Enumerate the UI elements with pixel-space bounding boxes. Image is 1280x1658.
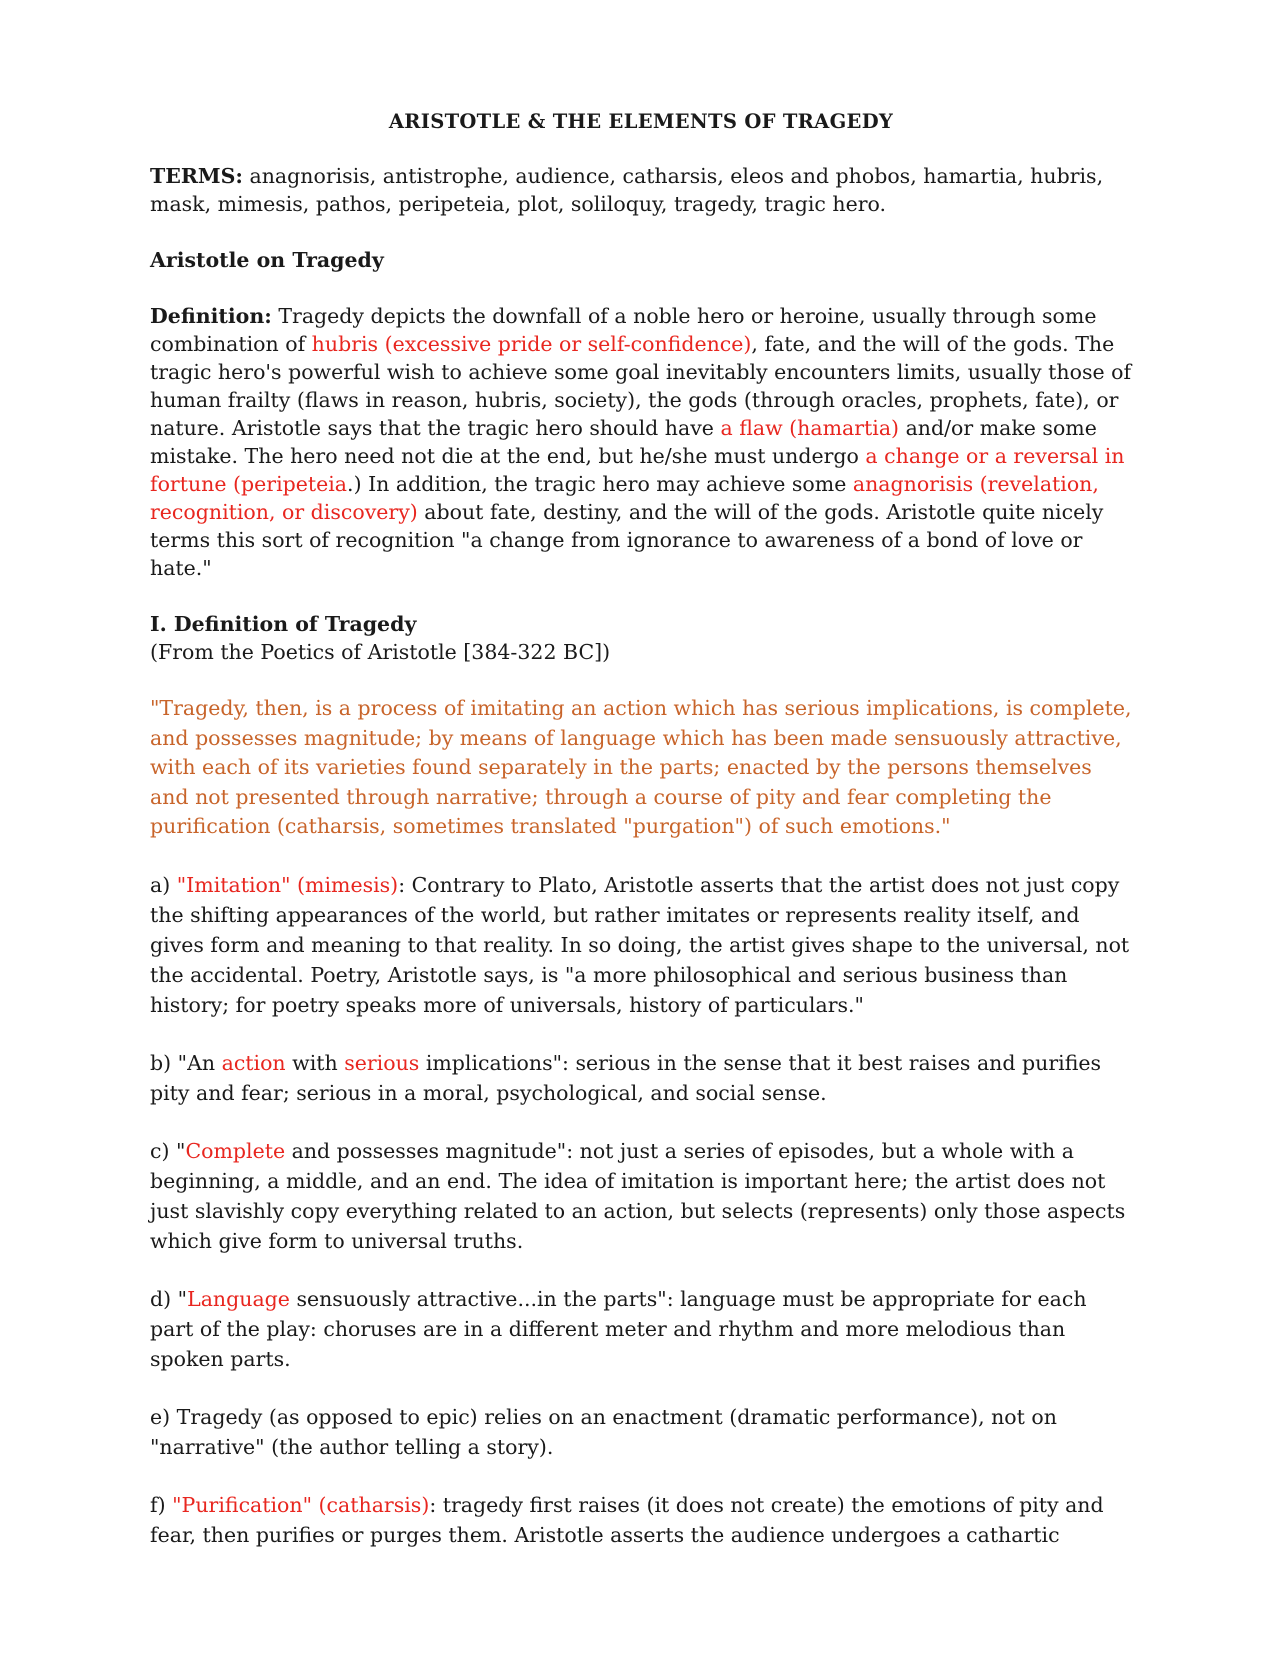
definition-label: Definition: — [150, 304, 272, 328]
highlight-language: Language — [187, 1286, 290, 1311]
item-c-text: and possesses magnitude": not just a series of episodes, but a whole with a beginning, a middle, and an end. The idea of imitation is important here; the artist does not just slavishly copy everything related to an action, but selects (represents) only those aspects which give form to universal truths. — [150, 1138, 1126, 1253]
highlight-peripeteia: a change or a reversal in fortune (peripeteia — [150, 444, 1125, 496]
document-body — [150, 108, 1132, 1550]
highlight-action: action — [221, 1050, 286, 1075]
highlight-catharsis: "Purification" (catharsis) — [172, 1492, 430, 1517]
list-item-c — [150, 1136, 1132, 1256]
definition-paragraph — [150, 302, 1132, 582]
definition-text-2: , fate, and the will of the gods. The tragic hero's powerful wish to achieve some goal inevitably encounters limits, usually those of human frailty (flaws in reason, hubris, society), the gods (through oracles, prophets, fate), or nature. Aristotle says that the tragic hero should have — [150, 332, 1132, 440]
list-item-b — [150, 1048, 1132, 1108]
highlight-anagnorisis: anagnorisis (revelation, recognition, or discovery) — [150, 472, 1099, 524]
item-a-prefix: a) — [150, 872, 177, 897]
highlight-complete: Complete — [185, 1138, 286, 1163]
definition-text-4: .) In addition, the tragic hero may achieve some — [347, 472, 853, 496]
definition-text-5: about fate, destiny, and the will of the gods. Aristotle quite nicely terms this sort of recognition "a change from ignorance to awareness of a bond of love or hate." — [150, 500, 1104, 580]
highlight-hamartia: a flaw (hamartia) — [720, 416, 900, 440]
list-item-a — [150, 870, 1132, 1020]
terms-list: anagnorisis, antistrophe, audience, catharsis, eleos and phobos, hamartia, hubris, mask, mimesis, pathos, peripeteia, plot, soliloquy, tragedy, tragic hero. — [150, 164, 1104, 216]
definition-text-3: and/or make some mistake. The hero need not die at the end, but he/she must undergo — [150, 416, 1097, 468]
item-b-text: implications": serious in the sense that it best raises and purifies pity and fear; serious in a moral, psychological, and social sense. — [150, 1050, 1102, 1105]
terms-paragraph — [150, 162, 1132, 218]
section-subtitle-poetics: (From the Poetics of Aristotle [384-322 BC]) — [150, 640, 611, 664]
highlight-serious: serious — [344, 1050, 420, 1075]
item-f-text: : tragedy first raises (it does not create) the emotions of pity and fear, then purifies or purges them. Aristotle asserts the audience undergoes a cathartic — [150, 1492, 1104, 1547]
definition-text-1: Tragedy depicts the downfall of a noble hero or heroine, usually through some combination of — [150, 304, 1097, 356]
section-heading-aristotle-on-tragedy: Aristotle on Tragedy — [150, 248, 384, 272]
highlight-mimesis: "Imitation" (mimesis) — [176, 872, 399, 897]
document-title: ARISTOTLE & THE ELEMENTS OF TRAGEDY — [388, 110, 894, 133]
list-item-e: e) Tragedy (as opposed to epic) relies on an enactment (dramatic performance), not on "narrative" (the author telling a story). — [150, 1404, 1057, 1459]
item-f-prefix: f) — [150, 1492, 173, 1517]
item-c-prefix: c) " — [150, 1138, 186, 1163]
highlight-hubris: hubris (excessive pride or self-confidence) — [311, 332, 752, 356]
list-item-d — [150, 1284, 1132, 1374]
item-b-prefix: b) "An — [150, 1050, 222, 1075]
item-d-text: sensuously attractive...in the parts": language must be appropriate for each part of the play: choruses are in a different meter and rhythm and more melodious than spoken parts. — [150, 1286, 1087, 1371]
item-a-text: : Contrary to Plato, Aristotle asserts that the artist does not just copy the shifting appearances of the world, but rather imitates or represents reality itself, and gives form and meaning to that reality. In so doing, the artist gives shape to the universal, not the accidental. Poetry, Aristotle says, is "a more philosophical and serious business than history; for poetry speaks more of universals, history of particulars." — [150, 872, 1130, 1017]
terms-label: TERMS: — [150, 164, 243, 188]
item-d-prefix: d) " — [150, 1286, 188, 1311]
item-b-mid: with — [285, 1050, 345, 1075]
aristotle-quote: "Tragedy, then, is a process of imitating an action which has serious implications, is complete, and possesses magnitude; by means of language which has been made sensuously attractive, with each of its varieties found separately in the parts; enacted by the persons themselves and not presented through narrative; through a course of pity and fear completing the purification (catharsis, sometimes translated "purgation") of such emotions." — [150, 696, 1132, 838]
list-item-f — [150, 1490, 1132, 1550]
section-heading-definition-of-tragedy: I. Definition of Tragedy — [150, 612, 417, 636]
